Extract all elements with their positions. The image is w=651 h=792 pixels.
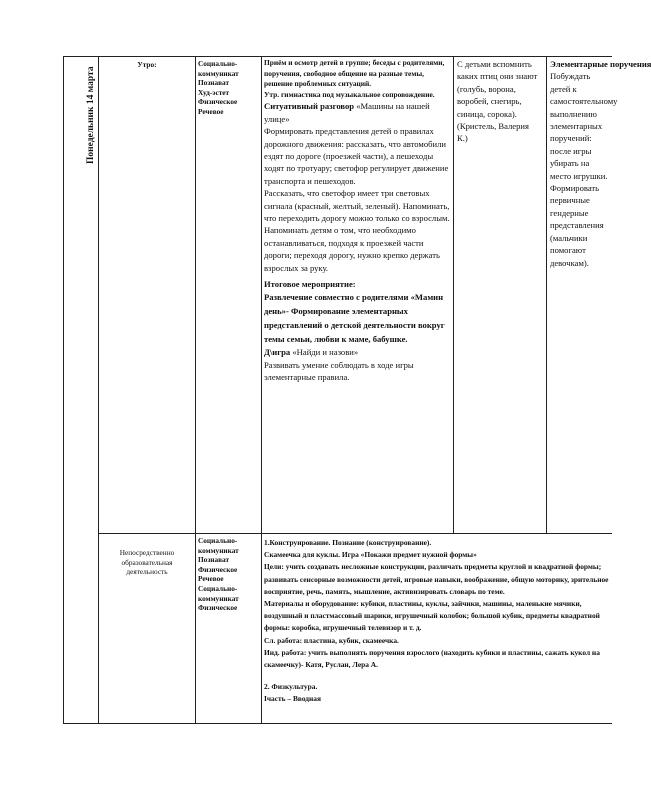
lesson-2-heading: 2. Физкультура. [264,682,318,692]
env-title: Элементарные поручения [550,59,651,69]
spacer [264,671,612,681]
didactic-game-title: Д\игра [264,347,291,358]
area-line: Социально- [198,583,238,593]
lesson-1-goals: Цели: учить создавать несложные конструкции, различать предметы круглой и квадратной формы; развивать сенсорные возможности детей, игровые навыки, воображение, общую моторику, зрительное восприятие, речь, память, мышление, активизировать словарь по теме. [264,562,609,596]
area-line: Социально- [198,536,238,545]
col-line-5 [453,56,454,533]
area-line: Физическое [198,97,238,107]
area-line: Худ-эстет [198,87,230,97]
env-text: Побуждать детей к самостоятельному выполнению элементарных поручений: после игры убирать на место игрушки. Формировать первичные гендерные представления (мальчики помогают девочкам). [550,71,618,268]
area-line: Речевое [198,574,224,584]
game-goal-text: Развивать умение соблюдать в ходе игры элементарные правила. [264,359,414,383]
direct-edu-areas [198,536,260,613]
area-line: коммуникат [198,593,239,603]
environment-cell [550,58,651,269]
final-event-text: Развлечение совместно с родителями «Мамин день»- Формирование элементарных представлений о детской деятельности вокруг темы семьи, любви к маме, бабушке. [264,292,445,345]
area-line: Речевое [198,106,224,116]
crossing-text: Напоминать детям о том, что необходимо останавливаться, подходя к проезжей части дороги; переходя дорогу, нужно крепко держать взрослых за руку. [264,225,440,273]
individual-work-cell [457,58,541,145]
lesson-1-topic: Скамеечка для куклы. Игра «Покажи предмет нужной формы» [264,550,477,560]
area-line: Познават [198,555,230,565]
morning-edu-areas [198,59,260,117]
vocabulary-work: Сл. работа: пластина, кубик, скамеечка. [264,635,399,645]
situational-talk [264,100,452,125]
situational-talk-title: Ситуативный разговор [264,101,355,112]
lesson-2-part: Iчасть – Вводная [264,694,321,704]
col-line-1 [63,56,64,723]
col-line-3 [195,56,196,723]
col-line-4 [261,56,262,723]
area-line: Физическое [198,564,238,574]
individual-work-text: С детьми вспомнить каких птиц они знают (голубь, ворона, воробей, снегирь, синица, сорока). (Кристель, Валерия К.) [457,59,538,144]
table-bottom-border [63,723,612,724]
didactic-game [264,346,452,358]
lesson-1-materials: Материалы и оборудование: кубики, пластины, куклы, зайчики, машины, маленькие мячики, воздушный и пластмассовый шарики, игрушечный колобок; большой кубик, предметы квадратной формы: коробка, игрушечный телевизор и т. д. [264,599,600,633]
traffic-rules-text: Формировать представления детей о правилах дорожного движения: рассказать, что автомобили ездят по дороге (проезжей части), а пешеходы ходят по тротуару; светофор регулирует движение транспорта и пешеходов. [264,126,449,186]
didactic-game-name: «Найди и назови» [290,347,359,358]
morning-section-title: Утро: [137,60,157,69]
direct-section-title: Непосредственно образовательная деятельность [119,548,175,577]
individual-work: Инд. работа: учить выполнять поручения взрослого (находить кубики и пластины, сажать кукол на скамеечку)- Катя, Руслан, Лера А. [264,647,600,670]
traffic-light-text: Рассказать, что светофор имеет три световых сигнала (красный, желтый, зеленый). Напоминать, что переходить дорогу можно только со взрослым. [264,188,450,224]
area-line: Физическое [198,603,238,613]
area-line: коммуникат [198,68,239,78]
area-line: коммуникат [198,545,239,555]
col-line-6 [546,56,547,533]
lesson-1-heading: 1.Конструирование. Познание (конструирование). [264,538,432,547]
area-line: Познават [198,78,230,88]
final-event-title: Итоговое мероприятие: [264,279,356,290]
direct-activities [264,537,612,706]
day-label: Понедельник 14 марта [86,66,96,164]
morning-activities [264,58,452,384]
table-top-border [63,56,612,57]
area-line: Социально- [198,59,238,68]
gymnastics-text: Утр. гимнастика под музыкальное сопровождение. [264,89,435,99]
reception-text: Приём и осмотр детей в группе; беседы с родителями, поручения, свободное общение на разные темы, решение проблемных ситуаций. [264,58,445,89]
row-divider [98,533,612,534]
situational-talk-topic: «Машины на нашей улице» [264,101,430,124]
col-line-2 [98,56,99,723]
